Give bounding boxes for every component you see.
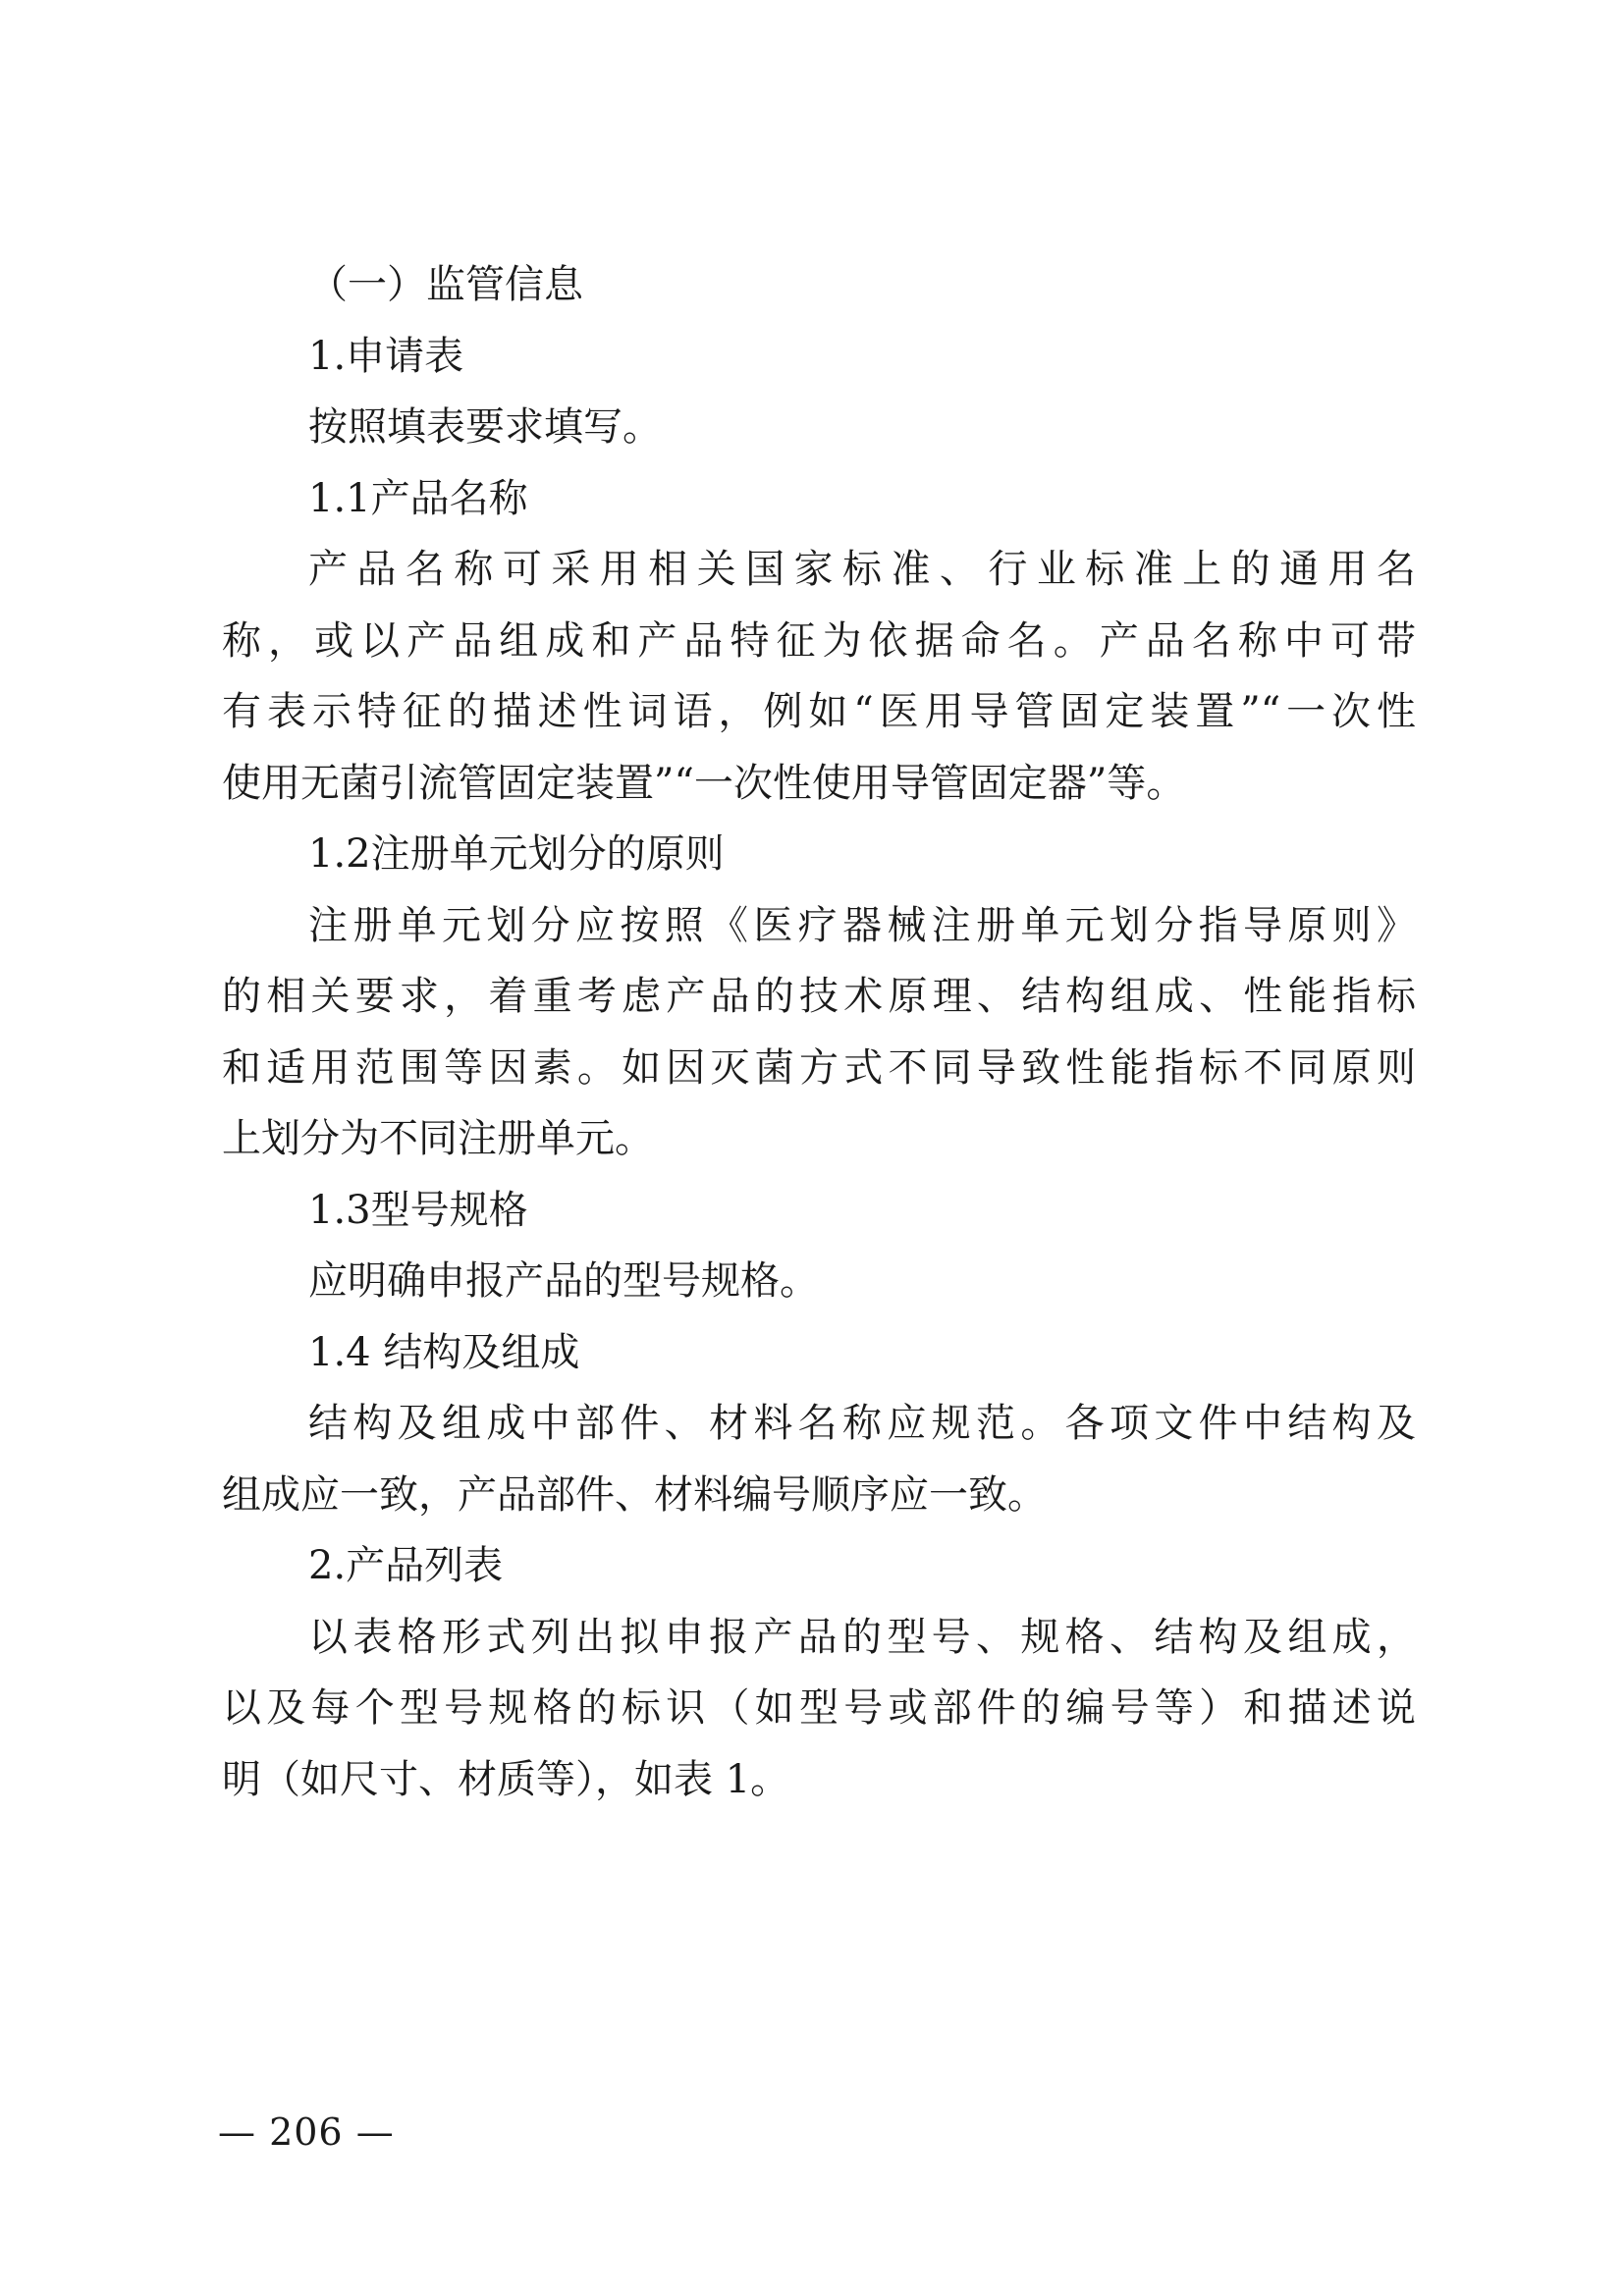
subsection-heading: 1.4 结构及组成 — [308, 1329, 580, 1375]
subsection-heading: 2.产品列表 — [308, 1543, 504, 1588]
subsection-heading: 1.1产品名称 — [308, 475, 528, 521]
paragraph-line: 以及每个型号规格的标识（如型号或部件的编号等）和描述说 — [222, 1685, 1416, 1731]
paragraph-line: 有表示特征的描述性词语，例如“医用导管固定装置”“一次性 — [222, 689, 1416, 734]
paragraph-line: 的相关要求，着重考虑产品的技术原理、结构组成、性能指标 — [222, 974, 1416, 1019]
paragraph-line: 称，或以产品组成和产品特征为依据命名。产品名称中可带 — [222, 617, 1416, 664]
paragraph-line: 应明确申报产品的型号规格。 — [308, 1258, 819, 1304]
document-body — [222, 249, 1416, 1815]
subsection-heading: 1.2注册单元划分的原则 — [308, 831, 725, 877]
paragraph-line: 结构及组成中部件、材料名称应规范。各项文件中结构及 — [308, 1401, 1416, 1446]
page-number: — 206 — — [218, 2110, 395, 2154]
paragraph-line: 使用无菌引流管固定装置”“一次性使用导管固定器”等。 — [222, 760, 1186, 806]
paragraph-line: 明（如尺寸、材质等），如表 1。 — [222, 1756, 790, 1802]
paragraph-line: 上划分为不同注册单元。 — [222, 1116, 654, 1161]
section-heading: （一）监管信息 — [308, 262, 583, 307]
paragraph-line: 组成应一致，产品部件、材料编号顺序应一致。 — [222, 1471, 1047, 1518]
paragraph-line: 以表格形式列出拟申报产品的型号、规格、结构及组成， — [308, 1614, 1416, 1660]
paragraph-line: 注册单元划分应按照《医疗器械注册单元划分指导原则》 — [308, 902, 1416, 948]
paragraph-line: 和适用范围等因素。如因灭菌方式不同导致性能指标不同原则 — [222, 1044, 1416, 1091]
subsection-heading: 1.3型号规格 — [308, 1187, 528, 1233]
paragraph-line: 按照填表要求填写。 — [308, 404, 662, 450]
paragraph-line: 产品名称可采用相关国家标准、行业标准上的通用名 — [308, 547, 1416, 592]
subsection-heading: 1.申请表 — [308, 333, 464, 379]
